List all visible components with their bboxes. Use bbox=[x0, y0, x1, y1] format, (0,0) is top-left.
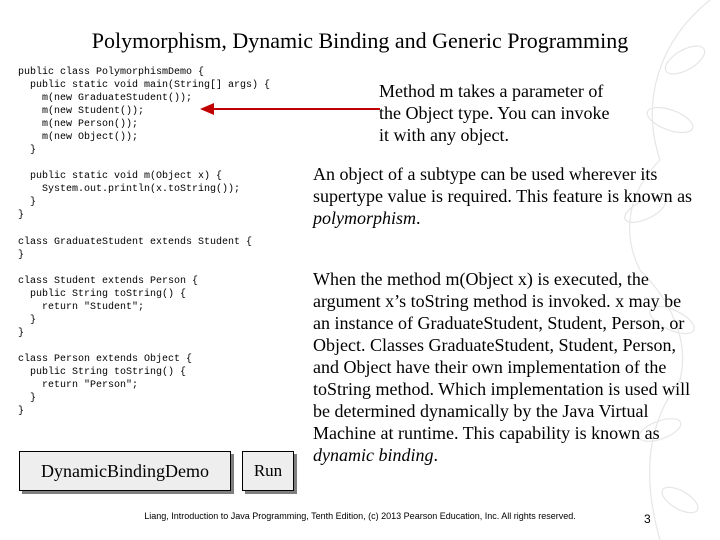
note-polymorphism bbox=[313, 163, 708, 229]
run-button[interactable]: Run bbox=[242, 451, 294, 491]
dynamic-binding-demo-button[interactable]: DynamicBindingDemo bbox=[19, 451, 231, 491]
page-number: 3 bbox=[644, 512, 651, 526]
code-class-definitions: class GraduateStudent extends Student { } class Student extends Person { public String toString() { return "Student"; } } class Person extends Object { public String toString() { return "Person"; } } bbox=[18, 237, 253, 417]
copyright-footer: Liang, Introduction to Java Programming, Tenth Edition, (c) 2013 Pearson Education, Inc. All rights reserved. bbox=[144, 511, 576, 521]
note-dynamic-binding-end: . bbox=[433, 445, 438, 465]
note-dynamic-binding bbox=[313, 268, 698, 466]
term-dynamic-binding: dynamic binding bbox=[313, 445, 434, 465]
note-polymorphism-text: An object of a subtype can be used wherever its supertype value is required. This feature is known as bbox=[313, 164, 693, 206]
arrow-icon bbox=[200, 102, 380, 116]
term-polymorphism: polymorphism bbox=[313, 208, 416, 228]
note-polymorphism-end: . bbox=[416, 208, 421, 228]
note-dynamic-binding-text: When the method m(Object x) is executed, the argument x’s toString method is invoked. x may be an instance of GraduateStudent, Student, Person, or Object. Classes GraduateStudent, Student, Person, and Object have their own implementation of the toString method. Which implementation is used will be determined dynamically by the Java Virtual Machine at runtime. This capability is known as bbox=[313, 269, 691, 443]
slide-title: Polymorphism, Dynamic Binding and Generic Programming bbox=[91, 28, 629, 53]
note-method-parameter: Method m takes a parameter of the Object type. You can invoke it with any object. bbox=[379, 81, 610, 145]
code-polymorphism-demo: public class PolymorphismDemo { public static void main(String[] args) { m(new GraduateStudent()); m(new Student()); m(new Person()); m(new Object()); } public static void m(Object x) { System.out.println(x.toString()); } } bbox=[18, 67, 271, 221]
